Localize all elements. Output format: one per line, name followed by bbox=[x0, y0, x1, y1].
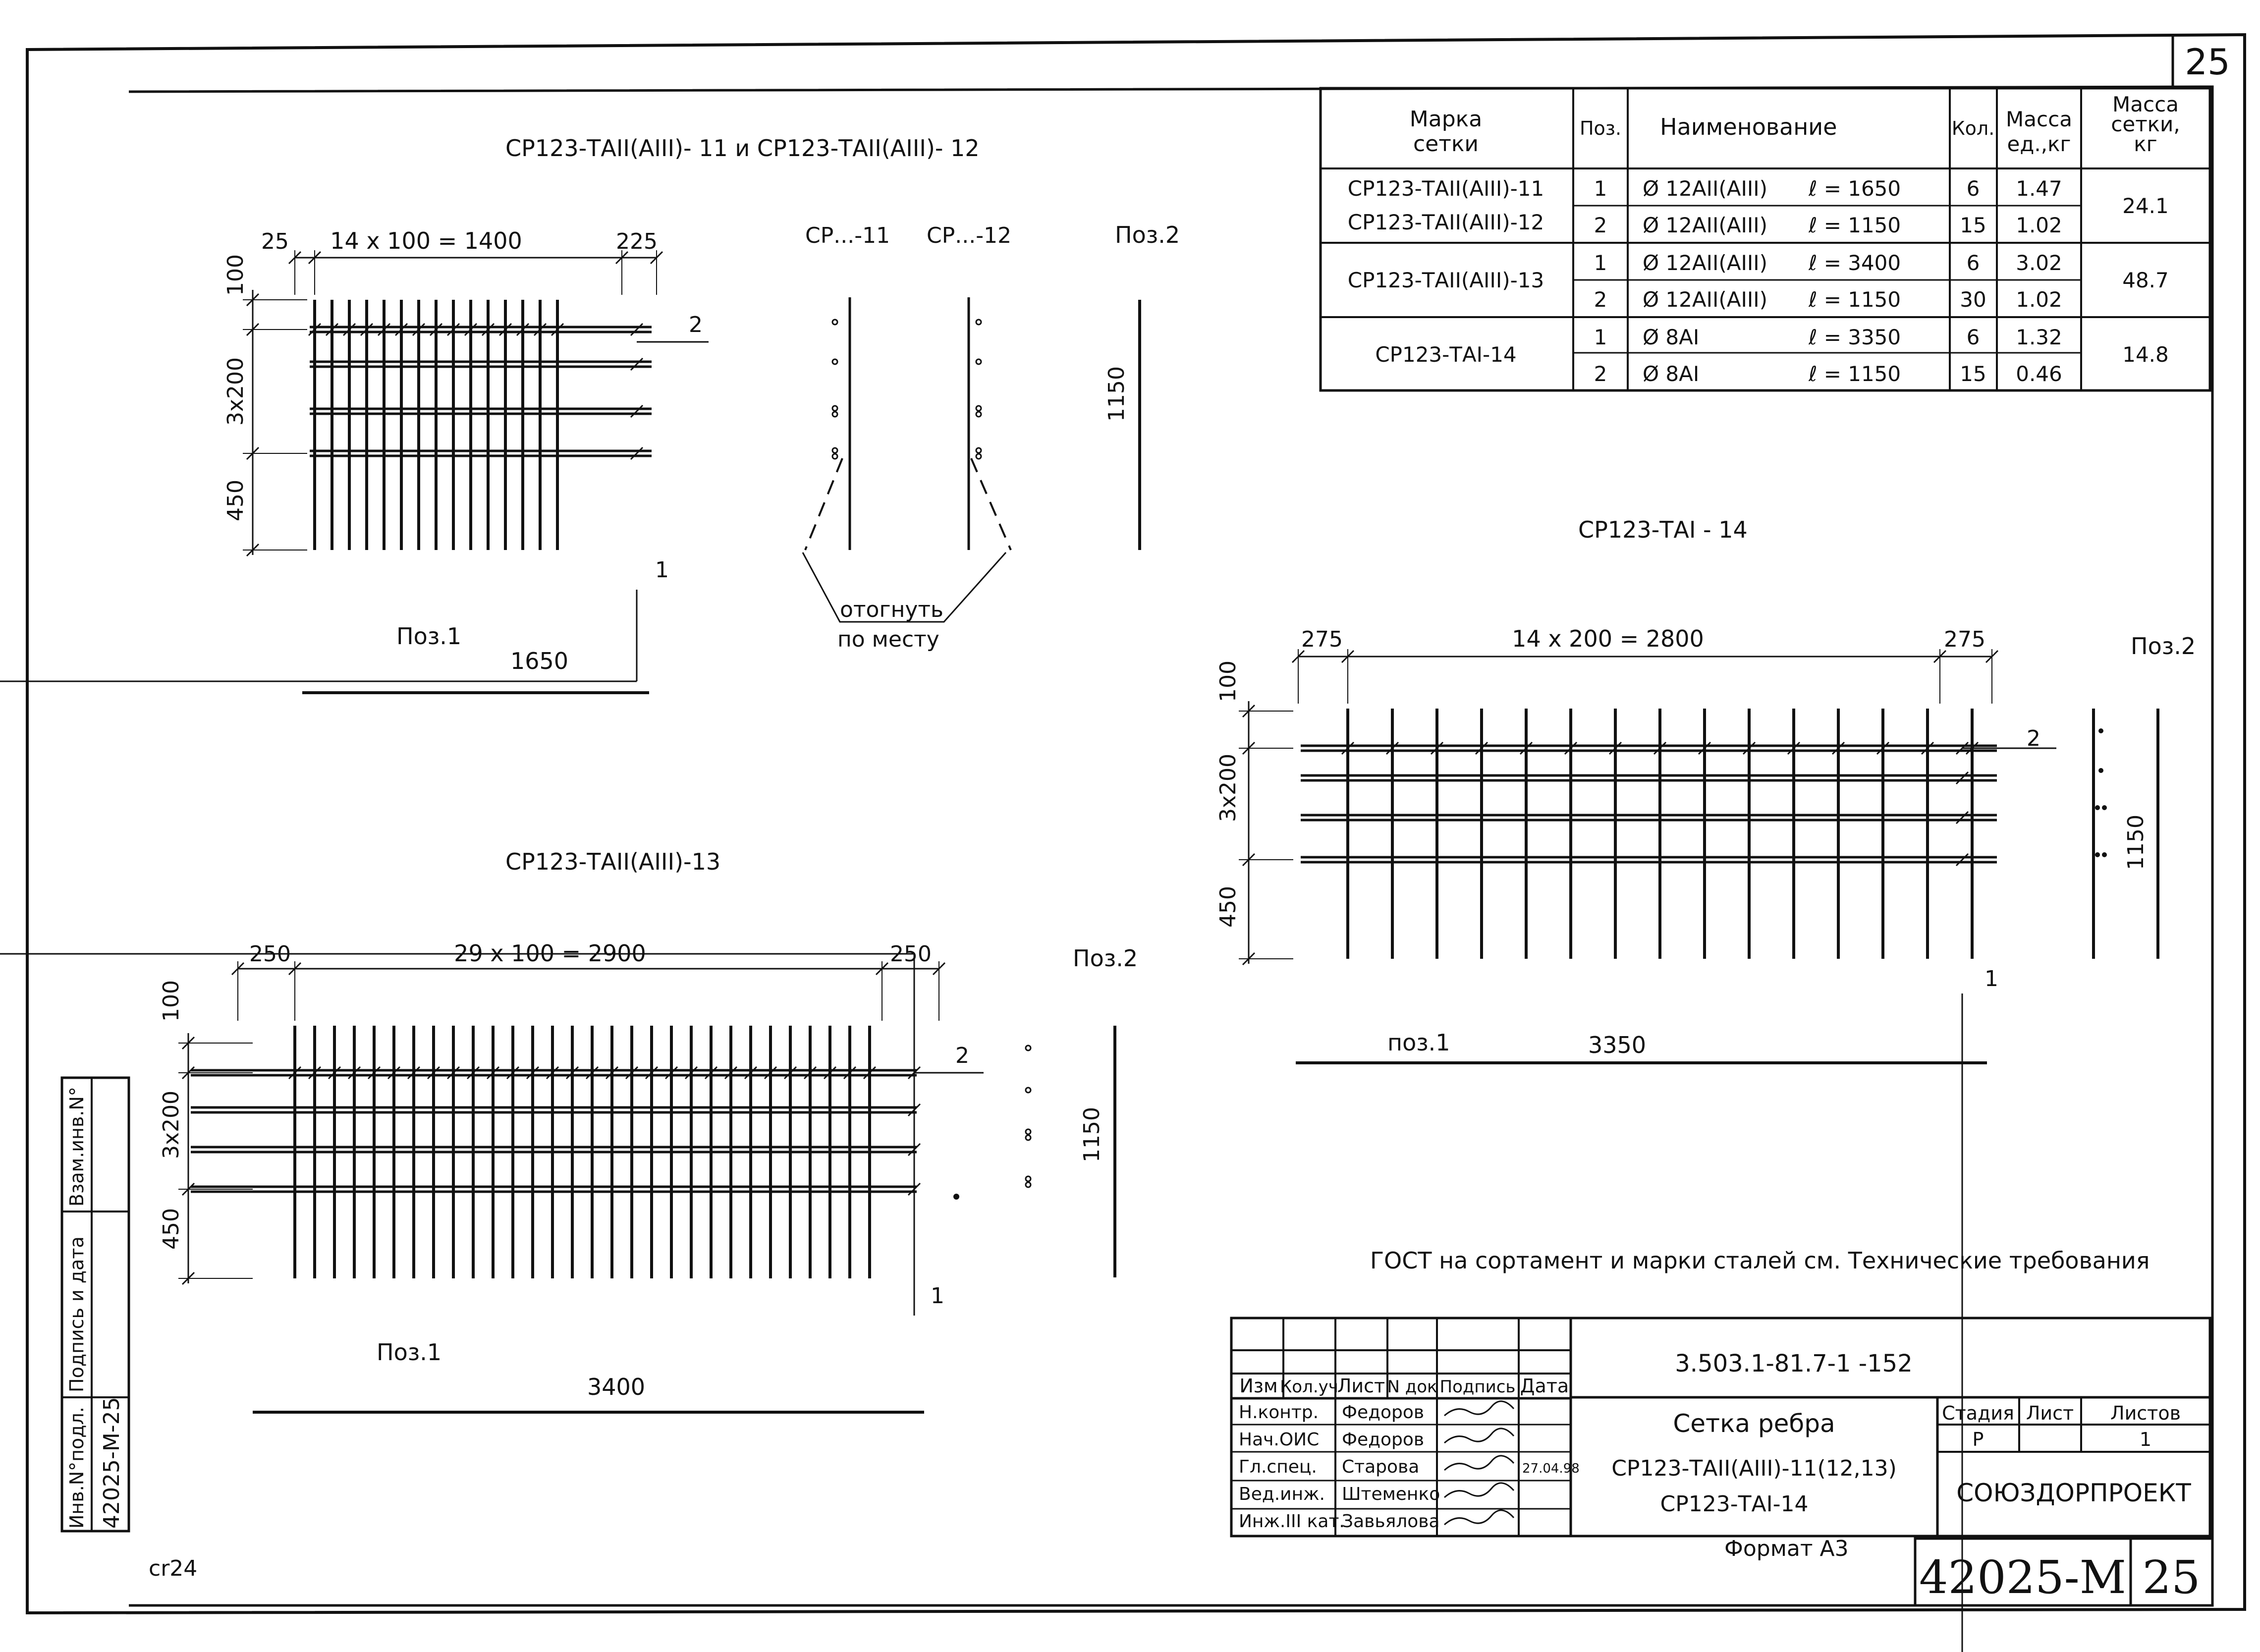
tb-title-3: СР123-ТАI-14 bbox=[1660, 1491, 1809, 1517]
dimension-tick bbox=[1956, 854, 1968, 866]
spec-unit-mass: 3.02 bbox=[2016, 251, 2062, 275]
spec-qty: 15 bbox=[1960, 362, 1986, 386]
tb-name: Федоров bbox=[1342, 1402, 1425, 1423]
mesh-b-dim-v2: 3x200 bbox=[159, 1090, 184, 1159]
mesh-b-drawing bbox=[0, 954, 1031, 1316]
mesh-c-poz2-label: Поз.2 bbox=[2131, 633, 2196, 660]
tb-col-list: Лист bbox=[1337, 1375, 1385, 1397]
tb-date: 27.04.98 bbox=[1522, 1461, 1580, 1476]
section-dot bbox=[976, 359, 981, 364]
section-dot bbox=[976, 454, 981, 459]
mesh-a-dim-v1: 100 bbox=[223, 254, 248, 296]
spec-pos: 2 bbox=[1594, 287, 1607, 312]
dimension-tick bbox=[1956, 812, 1968, 824]
mesh-a-label-pos2: 2 bbox=[689, 312, 703, 337]
spec-unit-mass: 1.02 bbox=[2016, 287, 2062, 312]
mesh-c-dim-v1: 100 bbox=[1215, 661, 1241, 702]
tb-name: Старова bbox=[1342, 1457, 1420, 1477]
mesh-a-dim-mid: 14 x 100 = 1400 bbox=[330, 227, 522, 254]
mesh-b-label-pos1: 1 bbox=[931, 1283, 944, 1309]
mesh-b-dim-right: 250 bbox=[890, 941, 932, 967]
spec-length: ℓ = 1150 bbox=[1809, 362, 1901, 386]
spec-length: ℓ = 1650 bbox=[1809, 176, 1901, 201]
side-vzam-label: Взам.инв.N° bbox=[66, 1087, 88, 1207]
section-dot bbox=[832, 412, 837, 417]
tb-title-1: Сетка ребра bbox=[1673, 1409, 1835, 1438]
section-dot bbox=[832, 406, 837, 411]
spec-length: ℓ = 3400 bbox=[1809, 251, 1901, 275]
signature-scribble bbox=[1444, 1510, 1514, 1525]
tb-col-date: Дата bbox=[1520, 1375, 1569, 1397]
tb-role: Нач.ОИС bbox=[1239, 1430, 1320, 1450]
dimension-tick bbox=[631, 405, 643, 417]
section-dot bbox=[976, 406, 981, 411]
spec-total-mass: 24.1 bbox=[2122, 194, 2169, 218]
mesh-c-title: СР123-ТАI - 14 bbox=[1578, 516, 1748, 543]
mesh-b-poz1-length: 3400 bbox=[587, 1374, 646, 1400]
mesh-a-bend-line2: по месту bbox=[837, 627, 939, 652]
tb-name: Федоров bbox=[1342, 1430, 1425, 1450]
mesh-b-dim-left: 250 bbox=[249, 941, 291, 967]
section-dot bbox=[953, 1194, 959, 1200]
mesh-a-section-12: СР...-12 bbox=[927, 223, 1012, 248]
spec-pos: 2 bbox=[1594, 362, 1607, 386]
mesh-b-poz1-label: Поз.1 bbox=[377, 1339, 442, 1366]
spec-qty: 6 bbox=[1966, 251, 1980, 275]
tb-name: Штеменко bbox=[1342, 1484, 1440, 1504]
tb-doc-code: 3.503.1-81.7-1 -152 bbox=[1675, 1350, 1913, 1377]
spec-pos: 1 bbox=[1594, 325, 1607, 349]
side-sign-label: Подпись и дата bbox=[66, 1236, 88, 1392]
section-dot bbox=[1026, 1182, 1031, 1187]
bend-dashed-line bbox=[805, 458, 842, 550]
mesh-b-title: СР123-ТАII(АIII)-13 bbox=[505, 848, 721, 875]
tb-name: Завьялова bbox=[1342, 1511, 1440, 1532]
spec-qty: 6 bbox=[1966, 176, 1980, 201]
side-inv-value: 42025-М-25 bbox=[99, 1397, 124, 1529]
tb-stage-value: Р bbox=[1972, 1429, 1984, 1450]
mesh-c-section-dots bbox=[2095, 728, 2107, 857]
mesh-a-dim-v2: 3x200 bbox=[223, 357, 248, 426]
spec-unit-mass: 1.47 bbox=[2016, 176, 2062, 201]
mesh-c-label-pos1: 1 bbox=[1984, 966, 1998, 991]
dimension-tick bbox=[1956, 772, 1968, 784]
mesh-c-dim-left: 275 bbox=[1301, 627, 1343, 652]
spec-mark: СР123-ТАII(АIII)-11 bbox=[1347, 176, 1544, 201]
bend-dashed-line bbox=[971, 458, 1011, 550]
sheet-left-note: cr24 bbox=[149, 1556, 198, 1581]
mesh-a-poz2-length: 1150 bbox=[1104, 366, 1129, 422]
side-inv-label: Инв.N°подл. bbox=[66, 1407, 88, 1529]
spec-pos: 2 bbox=[1594, 213, 1607, 237]
section-dot bbox=[976, 448, 981, 453]
signature-scribble bbox=[1444, 1483, 1514, 1497]
mesh-a-dim-v3: 450 bbox=[223, 480, 248, 521]
tb-col-kol: Кол.уч bbox=[1280, 1377, 1338, 1397]
spec-length: ℓ = 1150 bbox=[1809, 213, 1901, 237]
mesh-b-label-pos2: 2 bbox=[955, 1043, 969, 1068]
section-dot bbox=[1026, 1088, 1031, 1093]
spec-header-pos: Поз. bbox=[1579, 117, 1622, 139]
spec-total-mass: 48.7 bbox=[2122, 268, 2169, 292]
spec-qty: 6 bbox=[1966, 325, 1980, 349]
section-dot bbox=[832, 320, 837, 325]
tb-col-sign: Подпись bbox=[1439, 1377, 1516, 1397]
spec-diameter: Ø 12АII(АIII) bbox=[1643, 176, 1768, 201]
spec-pos: 1 bbox=[1594, 176, 1607, 201]
spec-qty: 30 bbox=[1960, 287, 1986, 312]
tb-stage-header: Стадия bbox=[1942, 1402, 2014, 1424]
mesh-b-poz2-length: 1150 bbox=[1079, 1107, 1104, 1162]
spec-unit-mass: 1.02 bbox=[2016, 213, 2062, 237]
spec-diameter: Ø 12АII(АIII) bbox=[1643, 287, 1768, 312]
mesh-c-poz2-length: 1150 bbox=[2123, 815, 2149, 870]
spec-mark: СР123-ТАII(АIII)-13 bbox=[1347, 268, 1544, 292]
mesh-c-dim-v3: 450 bbox=[1215, 886, 1241, 928]
mesh-c-dim-v2: 3x200 bbox=[1215, 753, 1241, 823]
mesh-c-dim-mid: 14 x 200 = 2800 bbox=[1512, 625, 1704, 652]
mesh-b-dim-v3: 450 bbox=[159, 1208, 184, 1250]
spec-diameter: Ø 8АI bbox=[1643, 325, 1700, 349]
dimension-tick bbox=[631, 447, 643, 459]
signature-scribble bbox=[1444, 1456, 1514, 1470]
tb-col-izm: Изм bbox=[1239, 1375, 1278, 1397]
tb-title-2: СР123-ТАII(АIII)-11(12,13) bbox=[1611, 1456, 1897, 1481]
mesh-a-poz1-length: 1650 bbox=[510, 648, 569, 674]
tb-archive-sheet: 25 bbox=[2142, 1551, 2201, 1604]
mesh-b-dim-v1: 100 bbox=[159, 980, 184, 1022]
mesh-a-bend-line1: отогнуть bbox=[840, 597, 943, 622]
spec-mark: СР123-ТАI-14 bbox=[1375, 342, 1517, 367]
spec-length: ℓ = 1150 bbox=[1809, 287, 1901, 312]
spec-mark: СР123-ТАII(АIII)-12 bbox=[1347, 210, 1544, 234]
mesh-c-dim-right: 275 bbox=[1944, 627, 1985, 652]
tb-archive-number: 42025-М bbox=[1919, 1551, 2126, 1604]
gost-note: ГОСТ на сортамент и марки сталей см. Технические требования bbox=[1370, 1247, 2150, 1274]
tb-format: Формат А3 bbox=[1724, 1536, 1849, 1561]
dimension-tick bbox=[631, 324, 643, 335]
section-dot bbox=[1026, 1176, 1031, 1181]
spec-header-mass-total: Масса сетки, кг bbox=[2111, 92, 2180, 156]
section-dot bbox=[976, 320, 981, 325]
spec-unit-mass: 1.32 bbox=[2016, 325, 2062, 349]
spec-rows bbox=[1348, 176, 2169, 386]
mesh-a-dim-right: 225 bbox=[616, 229, 658, 254]
mesh-a-poz1-label: Поз.1 bbox=[396, 623, 462, 650]
spec-diameter: Ø 8АI bbox=[1643, 362, 1700, 386]
spec-header-name: Наименование bbox=[1660, 113, 1837, 140]
tb-role: Н.контр. bbox=[1239, 1402, 1319, 1423]
spec-length: ℓ = 3350 bbox=[1809, 325, 1901, 349]
spec-diameter: Ø 12АII(АIII) bbox=[1643, 251, 1768, 275]
mesh-a-poz2-label: Поз.2 bbox=[1115, 221, 1180, 248]
section-dot bbox=[832, 454, 837, 459]
tb-organization: СОЮЗДОРПРОЕКТ bbox=[1956, 1479, 2191, 1507]
spec-diameter: Ø 12АII(АIII) bbox=[1643, 213, 1768, 237]
spec-unit-mass: 0.46 bbox=[2016, 362, 2062, 386]
section-dot bbox=[1026, 1129, 1031, 1134]
tb-sheets-value: 1 bbox=[2139, 1429, 2152, 1450]
mesh-b-poz2-label: Поз.2 bbox=[1073, 945, 1138, 972]
mesh-b-dim-mid: 29 x 100 = 2900 bbox=[454, 940, 646, 967]
spec-pos: 1 bbox=[1594, 251, 1607, 275]
section-dot bbox=[1026, 1135, 1031, 1140]
section-dot bbox=[832, 359, 837, 364]
signature-scribble bbox=[1444, 1401, 1514, 1416]
tb-people bbox=[1239, 1401, 1580, 1532]
tb-role: Гл.спец. bbox=[1239, 1457, 1317, 1477]
tb-role: Вед.инж. bbox=[1239, 1484, 1325, 1504]
spec-header-mark: Марка сетки bbox=[1409, 107, 1483, 157]
spec-header-mass-unit: Масса ед.,кг bbox=[2006, 107, 2072, 156]
tb-col-ndok: N док bbox=[1387, 1377, 1437, 1397]
section-dot bbox=[976, 412, 981, 417]
mesh-a-section-11: СР...-11 bbox=[805, 223, 890, 248]
section-dot bbox=[832, 448, 837, 453]
section-dot bbox=[1026, 1046, 1031, 1050]
corner-sheet-number: 25 bbox=[2185, 41, 2230, 83]
tb-sheets-header: Листов bbox=[2110, 1402, 2181, 1424]
mesh-c-label-pos2: 2 bbox=[2027, 726, 2040, 751]
mesh-a-label-pos1: 1 bbox=[655, 557, 669, 583]
mesh-a-dim-left: 25 bbox=[261, 229, 289, 254]
dimension-tick bbox=[631, 358, 643, 370]
tb-sheet-header: Лист bbox=[2026, 1402, 2074, 1424]
tb-role: Инж.III кат. bbox=[1239, 1511, 1345, 1532]
mesh-c-poz1-length: 3350 bbox=[1588, 1032, 1647, 1058]
mesh-a-title: СР123-ТАII(АIII)- 11 и СР123-ТАII(АIII)- 12 bbox=[505, 135, 980, 162]
spec-header-qty: Кол. bbox=[1951, 117, 1995, 139]
mesh-c-poz1-label: поз.1 bbox=[1387, 1029, 1450, 1056]
spec-qty: 15 bbox=[1960, 213, 1986, 237]
spec-total-mass: 14.8 bbox=[2122, 342, 2169, 367]
signature-scribble bbox=[1444, 1429, 1514, 1443]
